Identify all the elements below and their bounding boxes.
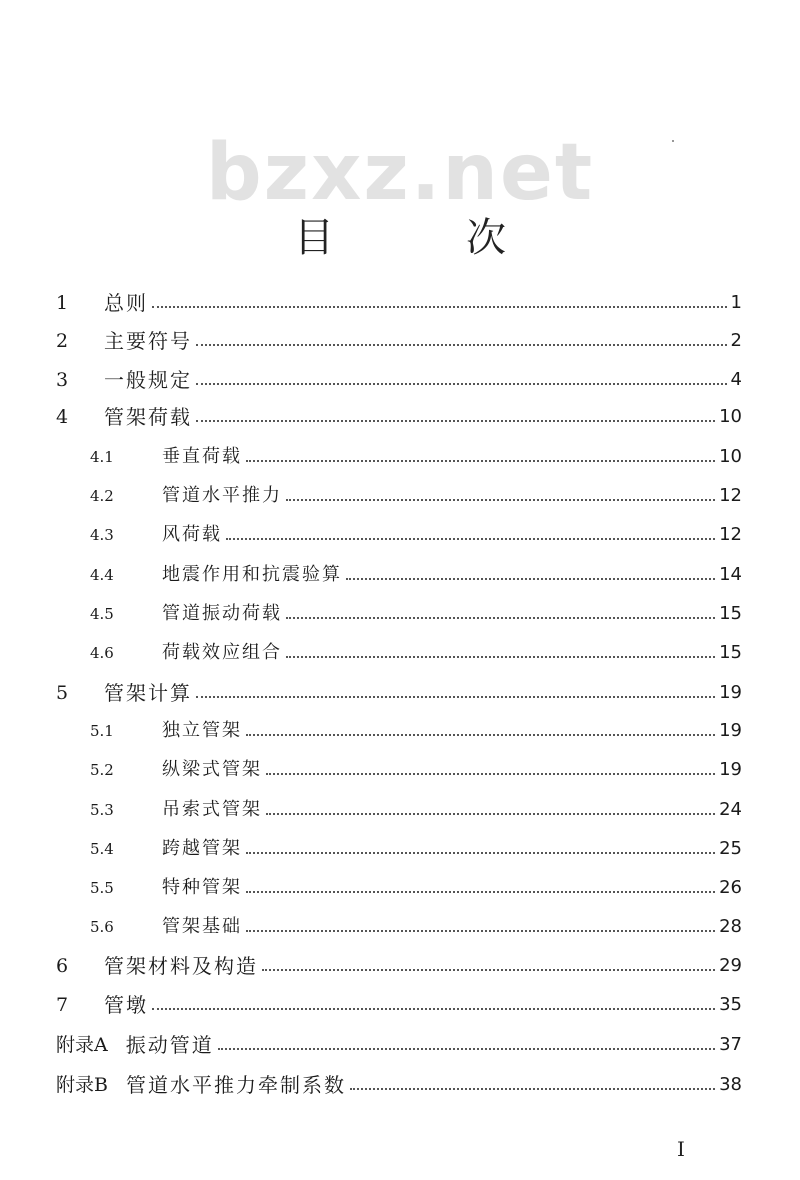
toc-dot-leader [226,537,715,540]
toc-dot-leader [350,1087,715,1090]
toc-entry-page: 10 [719,446,742,467]
toc-entry [56,434,742,468]
toc-entry-page: 28 [719,916,742,937]
toc-entry-number: 6 [56,955,69,977]
toc-entry-page: 12 [719,485,742,506]
toc-entry-page: 12 [719,524,742,545]
toc-entry [56,1062,742,1096]
toc-entry-page: 26 [719,877,742,898]
toc-entry-title: 独立管架 [162,720,242,741]
toc-dot-leader [266,772,715,775]
toc-dot-leader [262,968,715,971]
toc-dot-leader [246,851,715,854]
toc-dot-leader [246,459,715,462]
toc-dot-leader [196,695,715,698]
toc-entry-title: 地震作用和抗震验算 [162,564,342,585]
toc-entry-title: 主要符号 [104,329,192,353]
toc-entry [56,982,742,1016]
toc-entry-title: 总则 [104,291,148,315]
page-title: 目 次 [294,215,552,261]
toc-entry-page: 19 [719,682,742,703]
toc-entry-number: 附录B [56,1074,108,1096]
toc-entry-number: 5.4 [90,840,114,858]
toc-entry [56,826,742,860]
toc-dot-leader [266,812,715,815]
toc-entry-title: 管架荷载 [104,405,192,429]
toc-dot-leader [218,1047,715,1050]
toc-dot-leader [286,616,715,619]
toc-entry [56,747,742,781]
toc-entry [56,787,742,821]
toc-entry [56,865,742,899]
toc-entry-page: 15 [719,642,742,663]
toc-entry-number: 5.5 [90,879,114,897]
toc-entry-title: 风荷载 [162,524,222,545]
toc-entry-page: 35 [719,994,742,1015]
toc-entry-page: 1 [730,292,742,313]
toc-entry-title: 管道振动荷载 [162,603,282,624]
toc-entry-number: 5.6 [90,918,114,936]
toc-dot-leader [196,419,715,422]
scan-speck [672,140,674,142]
toc-entry-title: 一般规定 [104,368,192,392]
toc-entry [56,552,742,586]
toc-entry-number: 4.6 [90,644,114,662]
toc-dot-leader [196,343,727,346]
toc-entry [56,318,742,352]
toc-entry-page: 19 [719,759,742,780]
toc-entry-number: 4.5 [90,605,114,623]
toc-entry-page: 15 [719,603,742,624]
watermark: bzxz.net [205,128,595,218]
toc-entry [56,473,742,507]
toc-entry-number: 4.4 [90,566,114,584]
toc-entry-title: 管墩 [104,993,148,1017]
toc-entry-page: 24 [719,799,742,820]
toc-entry-number: 3 [56,369,69,391]
toc-entry-number: 1 [56,292,69,314]
toc-entry-number: 4 [56,406,69,428]
toc-dot-leader [286,655,715,658]
toc-entry [56,591,742,625]
toc-entry-page: 2 [730,330,742,351]
toc-dot-leader [246,929,715,932]
toc-entry [56,512,742,546]
toc-entry-page: 14 [719,564,742,585]
toc-entry [56,357,742,391]
toc-dot-leader [152,1007,715,1010]
toc-entry-number: 4.2 [90,487,114,505]
toc-entry-title: 特种管架 [162,877,242,898]
toc-dot-leader [196,382,727,385]
toc-entry-title: 荷载效应组合 [162,642,282,663]
toc-entry-title: 垂直荷载 [162,446,242,467]
toc-entry-number: 7 [56,994,69,1016]
toc-entry-title: 管架计算 [104,681,192,705]
toc-entry-number: 5.2 [90,761,114,779]
toc-entry [56,1022,742,1056]
toc-entry-page: 4 [730,369,742,390]
toc-entry-page: 25 [719,838,742,859]
toc-entry-number: 5.3 [90,801,114,819]
toc-entry-number: 4.3 [90,526,114,544]
toc-entry-page: 37 [719,1034,742,1055]
toc-entry-number: 5 [56,682,69,704]
toc-entry-title: 管道水平推力牵制系数 [125,1073,346,1097]
toc-entry-title: 振动管道 [125,1033,214,1057]
toc-entry [56,670,742,704]
toc-entry-page: 38 [719,1074,742,1095]
toc-dot-leader [246,890,715,893]
toc-dot-leader [152,305,727,308]
toc-entry-number: 2 [56,330,69,352]
toc-entry [56,394,742,428]
toc-entry-number: 5.1 [90,722,114,740]
toc-entry [56,630,742,664]
toc-entry-number: 4.1 [90,448,114,466]
toc-entry-title: 跨越管架 [162,838,242,859]
toc-entry-title: 管道水平推力 [162,485,282,506]
toc-entry-number: 附录A [56,1034,108,1056]
toc-entry [56,708,742,742]
toc-entry-title: 纵梁式管架 [162,759,262,780]
toc-entry-page: 29 [719,955,742,976]
toc-entry-page: 19 [719,720,742,741]
page-folio: I [677,1137,685,1161]
toc-entry [56,280,742,314]
toc-dot-leader [346,577,715,580]
toc-entry-page: 10 [719,406,742,427]
toc-entry [56,904,742,938]
toc-entry-title: 管架材料及构造 [104,954,258,978]
toc-entry-title: 管架基础 [162,916,242,937]
toc-dot-leader [246,733,715,736]
toc-entry [56,943,742,977]
toc-dot-leader [286,498,715,501]
toc-entry-title: 吊索式管架 [162,799,262,820]
